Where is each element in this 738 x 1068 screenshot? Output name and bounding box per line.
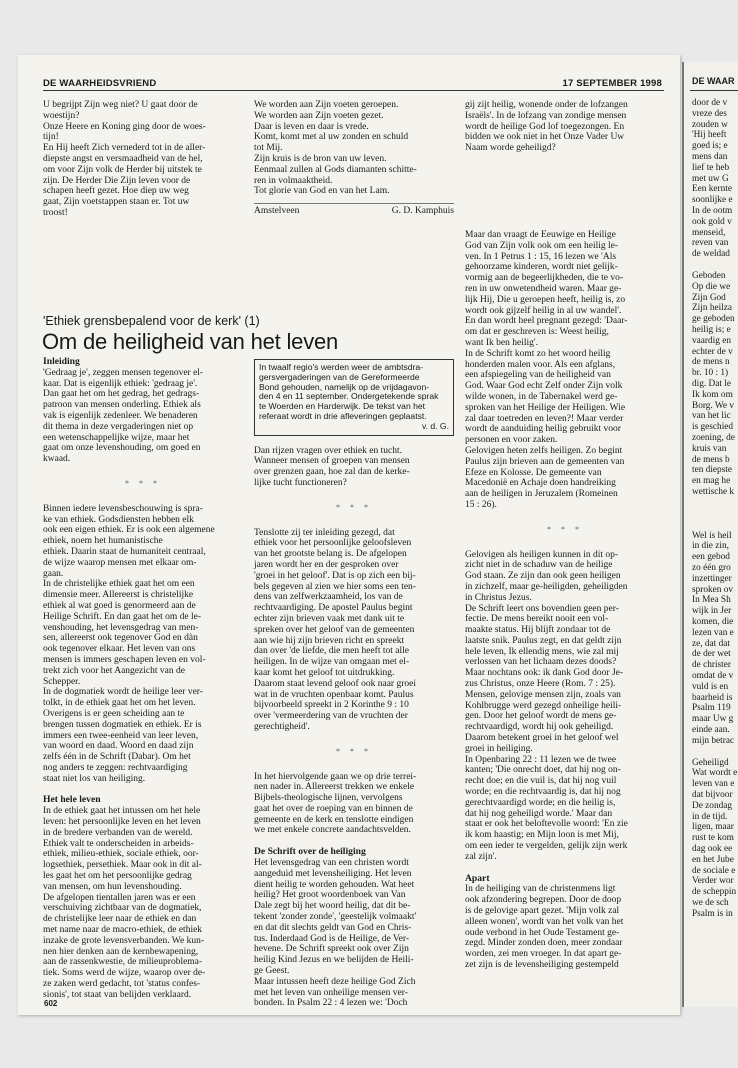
text-line: De Schrift leert ons bovendien geen per- [465,603,619,614]
text-line: sionis', tot staat van belijden verklaard. [43,989,192,1000]
text-line: gaat om onze levenshouding, om goed en [43,443,201,454]
text-line: aangeduid met levensheiliging. Het leven [254,868,412,879]
next-page-edge [682,62,738,1007]
text-line: referaat wordt in drie afleveringen geplaatst. [259,410,427,421]
text-line: soonlijke e [692,195,733,206]
text-line: kwaad. [43,454,71,465]
next-page-column [692,98,738,920]
text-line: 15 : 26). [465,499,497,510]
text-line: Schepper. [43,676,81,687]
section-heading: De Schrift over de heiliging [254,846,366,858]
text-line: Dan rijzen vragen over ethiek en tucht. [254,445,402,456]
text-line: worden, zei men vroeger. In dat apart ge- [465,949,622,960]
spacer [692,509,738,520]
text-line: Gelovigen als heiligen kunnen in dit op- [465,549,619,560]
section-heading: Het hele leven [43,794,101,806]
text-line: komen, die [692,617,734,628]
text-line: Bijbels-theologische lijnen, vervolgens [254,793,403,804]
text-line: dag ook ee [692,844,733,854]
text-line: Onze Heere en Koning ging door de woes- [43,121,206,132]
text-line: van het grootste belang is. De afgelopen [254,549,407,560]
text-line: Overigens is er geen scheiding aan te [43,708,185,719]
text-line: zouden w [692,119,728,130]
article-column-1 [43,357,243,1001]
spacer [465,863,665,874]
text-line: mens dan [692,151,728,162]
article-column-2 [254,359,454,1009]
text-line: vreze des [692,108,727,119]
text-line: Maar intussen heeft deze heilige God Zich [254,976,416,987]
section-heading: Apart [465,872,490,884]
text-line: patroon van mensen onderling. Ethiek als [43,400,201,411]
text-line: omdat de v [692,671,734,682]
text-line: zal zijn'. [465,851,497,862]
newspaper-page [18,55,680,1015]
text-line: ethiek, milieu-ethiek, sociale ethiek, oor- [43,849,199,860]
text-line: ethiek. Daarin staat de humaniteit centraal, [43,546,206,557]
text-line: sproken ov [692,584,734,595]
text-line: ge geboden [692,314,735,325]
section-separator: * * * [336,746,372,756]
text-line: ren in volmaaktheid. [254,175,333,186]
section-separator: * * * [125,478,161,488]
text-line: wijk in Jer [692,606,732,617]
text-line: Wat wordt e [692,768,738,779]
text-line: om voor Zijn volk de Herder bij uitstek te [43,164,202,175]
text-line: in zichzelf, maar ge-heiligden, geheiligden [465,581,628,592]
text-line: Maar nochtans ook: ik dank God door Je- [465,668,624,679]
text-line: ook een eigen ethiek. Er is ook een algemene [43,525,215,536]
text-line: 'Gedraag je', zeggen mensen tegenover el- [43,367,204,378]
text-line: God. Waar God echt Zelf onder Zijn volk [465,381,623,392]
text-line: Geboden [692,270,726,281]
text-line: nen hier denken aan de kernbewapening, [43,946,199,957]
text-line: gen. Door het geloof wordt de mens ge- [465,711,617,722]
text-line: leven van e [692,779,735,790]
text-line: van mensen, om hun levenshouding. [43,881,182,892]
text-line: dient heilig te worden gehouden. Wat heet [254,879,415,890]
text-line: In de heiliging van de christenmens ligt [465,884,616,895]
text-line: inzake de grote levensverbanden. We kun- [43,935,205,946]
text-line: verschuiving zichtbaar van de dogmatiek, [43,903,202,914]
text-line: om dat er geschreven is: Weest heilig, [465,327,609,338]
text-line: rechtvaardiging. De apostel Paulus begint [254,603,413,614]
text-line: kruis van [692,443,727,454]
text-line: Israëls'. In de lofzang van zondige mensen [465,110,627,121]
text-line: heilig? Het groot woordenboek van Van [254,890,406,901]
text-line: we de sch [692,897,729,908]
text-line: menseid, [692,227,726,238]
text-line: ook gold v [692,216,732,227]
text-line: In het hiervolgende gaan we op drie terrei- [254,771,417,782]
text-line: schapen heeft gezet. Hoe diep uw weg [43,186,189,197]
text-line: Ik kom om [692,389,733,400]
text-line: de mens b [692,454,730,465]
text-line: echter zijn brieven vaak met dank uit te [254,613,405,624]
text-line: In Openbaring 22 : 11 lezen we de twee [465,754,617,765]
text-line: bidden we ook niet in het Onze Vader Uw [465,132,625,143]
text-line: ren in uw onwetendheid waren. Maar ge- [465,283,622,294]
text-line: dimensie meer. Allereerst is christelijke [43,590,194,601]
text-line: dan over 'de liefde, die men heeft tot alle [254,646,409,657]
text-line: rust te kom [692,833,734,844]
text-line: wettische k [692,486,735,497]
article-kicker: 'Ethiek grensbepalend voor de kerk' (1) [43,314,260,328]
text-line: de weldad [692,249,730,260]
text-line: ethiek al wat goed is genormeerd aan de [43,600,196,611]
next-page-header: DE WAAR [692,76,735,86]
text-line: personen en voor zaken. [465,435,558,446]
text-line: Bond gehouden, namelijk op de vrijdagavon- [259,381,430,392]
text-line: inzettinger [692,573,732,584]
text-line: vuld is en [692,681,729,692]
text-line: In de dogmatiek wordt de heilige leer ver- [43,687,203,698]
text-line: heilig is; e [692,324,731,335]
text-line: In Mea Sh [692,595,731,606]
text-line: ethiek, noem het humanistische [43,536,163,547]
text-line: en het Jube [692,854,734,865]
text-line: br. 10 : 1) [692,368,729,379]
text-line: We worden aan Zijn voeten geroepen. [254,100,399,110]
text-line: bels gegeven al zien we hier soms een ten- [254,581,416,592]
text-line: ten diepste [692,465,733,476]
text-line: recht doe; en die vuil is, dat hij nog vuil [465,776,617,787]
intro-box [254,359,454,436]
text-line: dat bijvoor [692,790,733,801]
text-line: gij zijt heilig, wonende onder de lofzangen [465,100,628,110]
text-line: zegd. Minder zonden doen, meer zondaar [465,938,623,949]
text-line: in de tijd. [692,811,728,822]
text-line: de mens n [692,357,730,368]
spacer [692,747,738,758]
text-line: einde aan. [692,725,730,736]
text-line: bijvoorbeeld spreekt in 2 Korinthe 9 : 10 [254,700,409,711]
text-line: sproken van het Heilige der Heiligen. Wie [465,402,626,413]
text-line: gaat het over de roeping van en binnen de [254,803,413,814]
text-line: nen nader in. Allereerst trekken we enkele [254,782,415,793]
text-line: kanten; 'Die onrecht doet, dat hij nog on- [465,765,621,776]
column-3-top [465,100,665,154]
poem-author: G. D. Kamphuis [391,206,454,217]
text-line: ze, dat dat [692,638,730,649]
text-line: zijn. De Herder Die Zijn leven voor de [43,175,191,186]
text-line: Kohlbrugge werd gezegd onheilige heili- [465,700,622,711]
text-line: Zijn God [692,292,726,303]
text-line: mensen is immers geschapen leven en vol- [43,654,206,665]
text-line: kaar komt het geloof tot uitdrukking. [254,667,395,678]
text-line: fectie. De mens bereikt nooit een vol- [465,614,609,625]
text-line: In de ethiek gaat het intussen om het hele [43,806,201,817]
masthead-title: DE WAARHEIDSVRIEND [43,78,157,89]
text-line: trekt zich voor het Aangezicht van de [43,665,185,676]
text-line: ke van ethiek. Godsdiensten hebben elk [43,514,194,525]
text-line: oude verbond in het Oude Testament ge- [465,927,620,938]
text-line: en dat dit slechts geldt van God en Chris- [254,922,412,933]
section-separator: * * * [547,524,583,534]
text-line: Zijn kruis is de bron van uw leven. [254,153,387,164]
text-line: En Hij heeft Zich vernederd tot in de aller- [43,143,206,154]
text-line: In de christelijke ethiek gaat het om een [43,579,195,590]
text-line: Wel is heil [692,530,732,541]
text-line: tolkt, in de ethiek gaat het om het leven. [43,698,196,709]
text-line: spreken over het geloof van de gemeenten [254,624,415,635]
text-line: Verder wor [692,876,734,887]
text-line: is de gelovige apart gezet. 'Mijn volk zal [465,906,620,917]
text-line: gerechtvaardigd worde; en die heilig is, [465,797,616,808]
text-line: want Ik ben heilig'. [465,337,538,348]
text-line: Maar dan vraagt de Eeuwige en Heilige [465,230,616,240]
text-line: immers een twee-eenheid van leer leven, [43,730,199,741]
text-line: en mag he [692,476,731,487]
text-line: met name naar de macro-ethiek, de ethiek [43,925,203,936]
text-line: zoening, de [692,432,735,443]
text-line: in de bredere verbanden van de wereld. [43,827,193,838]
text-line: hele leven, Ik ellendig mens, wie zal mij [465,646,619,657]
text-line: is geschied [692,422,734,433]
text-line: ook tegenover elkaar. Het leven van ons [43,644,196,655]
text-line: wordt ook gijzelf heilig in al uw wandel'. [465,305,622,316]
text-line: dit thema in deze vergaderingen niet op [43,421,194,432]
article-column-3 [465,230,665,971]
header-rule [43,90,664,91]
text-line: den 4 en 11 september. Ondergetekende sprak [259,391,439,402]
text-line: over grenzen gaan, hoe zal dan de kerke- [254,467,410,478]
text-line: Ethiek valt te onderscheiden in arbeids- [43,838,194,849]
text-line: baarheid is [692,692,733,703]
poem-place: Amstelveen [254,206,300,217]
text-line: Dale zegt bij het woord heilig, dat dit be- [254,901,411,912]
text-line: woestijn? [43,110,80,121]
text-line: te Woerden en Harderwijk. De tekst van het [259,401,426,412]
page-number: 602 [44,999,58,1008]
text-line: logsethiek, persethiek. Maar ook in dit al- [43,860,202,871]
text-line: om een ieder te vergelden, gelijk zijn werk [465,841,628,852]
text-line: ligen, maar [692,822,734,833]
text-line: gaan. [43,568,64,579]
text-line: in die zin, [692,541,729,552]
text-line: van het lic [692,411,731,422]
text-line: God van Zijn volk ook om een heilig le- [465,240,619,251]
text-line: wilde wonen, in de Tabernakel werd ge- [465,391,618,402]
text-line: Een kernte [692,184,733,195]
text-line: staat niet los van heiliging. [43,773,146,784]
text-line: kaar. Dat is eigenlijk ethiek: 'gedraag je'. [43,378,198,389]
text-line: de scheppin [692,887,737,898]
text-line: gaat, Zijn voetstappen staan er. Tot uw [43,197,190,208]
text-line: wordt de heilige God lof toegezongen. En [465,121,625,132]
text-line: in Christus Jezus. [465,592,532,603]
text-line: een afspiegeling van de heiligheid van [465,370,611,381]
poem-column-1 [43,100,243,219]
text-line: vaardig en [692,335,731,346]
text-line: diepste angst en versmaadheid van de hel, [43,153,203,164]
poem-signature [254,203,454,217]
text-line: heilig Kind Jezus en we belijden de Heili- [254,955,414,966]
text-line: lijke tucht functioneren? [254,477,347,488]
text-line: les gaat het om het persoonlijke gedrag [43,871,192,882]
text-line: lijk Hij, Die u geroepen heeft, heilig is, zo [465,294,626,305]
text-line: Borg. We v [692,400,735,411]
text-line: De afgelopen tientallen jaren was er een [43,892,196,903]
text-line: Binnen iedere levensbeschouwing is spra- [43,503,203,514]
text-line: zet zijn is de levensheiliging gestempeld [465,960,619,970]
text-line: echter de v [692,346,733,357]
text-line: Zijn heilza [692,303,733,314]
text-line: In de ootm [692,205,733,216]
text-line: God staan. Ze zijn dan ook geen heiligen [465,571,621,582]
text-line: staat er ook het beloftevolle woord: 'En zie [465,819,628,830]
text-line: brengen tussen dogmatiek en ethiek. Er is [43,719,202,730]
text-line: Efeze en Kolosse. De gemeente van [465,467,602,478]
text-line: Daar is leven en daar is vrede. [254,121,369,132]
text-line: ge Geest. [254,966,290,977]
text-line: wordt de aanduiding heilig gebruikt voor [465,424,621,435]
text-line: aan wie hij zijn brieven richt en spreekt [254,635,405,646]
text-line: Naam worde geheiligd? [465,143,556,154]
text-line: gerechtigheid'. [254,721,310,732]
text-line: dens van zelfwerkzaamheid, los van de [254,592,403,603]
text-line: ik kom haastig; en Mijn loon is met Mij, [465,830,619,841]
text-line: lezen van e [692,627,734,638]
text-line: Psalm 119 [692,703,731,714]
text-line: ze zaken werd gedacht, tot 'status confes- [43,979,201,990]
text-line: alleen wonen', wordt van het volk van het [465,916,624,927]
text-line: Wanneer mensen of groepen van mensen [254,456,410,467]
text-line: de christelijke leer naar de ethiek en dan [43,914,197,925]
text-line: maakte status. Hij blijft zondaar tot de [465,625,611,636]
text-line: wat in de vruchten openbaar komt. Paulus [254,689,414,700]
text-line: tot Mij. [254,143,283,154]
text-line: ethiek voor het persoonlijke geloofsleven [254,538,412,549]
intro-box-signature: v. d. G. [421,420,449,431]
text-line: sen, allereerst ook tegenover God en dàn [43,633,198,644]
text-line: troost! [43,207,68,218]
text-line: leven: het persoonlijke leven en het leven [43,817,201,828]
text-line: Paulus zijn brieven aan de gemeenten van [465,456,625,467]
text-line: We worden aan Zijn voeten gezet. [254,110,384,121]
text-line: de der wet [692,649,731,660]
text-line: aan de heiligen in Jeruzalem (Romeinen [465,489,618,500]
text-line: U begrijpt Zijn weg niet? U gaat door de [43,100,198,110]
text-line: zelfs één in de Schrift (Dabar). Om het [43,752,191,763]
text-line: over 'vermeerdering van de vruchten der [254,711,408,722]
text-line: Komt, komt met al uw zonden en schuld [254,132,409,143]
text-line: venshouding, het levensgedrag van men- [43,622,199,633]
text-line: dat hij nog geheiligd worde.' Maar dan [465,808,613,819]
text-line: Gelovigen heten zelfs heiligen. Zo begint [465,445,623,456]
text-line: laatste snik. Paulus zegt, en dat geldt zijn [465,635,622,646]
text-line: Dan gaat het om het gedrag, het gedrags- [43,389,200,400]
text-line: aan de rassenkwestie, de milieuproblema- [43,957,203,968]
text-line: In twaalf regio's werden weer de ambtsdra- [259,362,424,372]
text-line: Macedonië en Achaje doen handreiking [465,478,616,489]
text-line: de christer [692,660,731,671]
article-headline: Om de heiligheid van het leven [42,329,339,354]
text-line: reven van [692,238,729,249]
text-line: goed is; e [692,141,728,152]
text-line: nog anders te zeggen: rechtvaardiging [43,762,188,773]
section-separator: * * * [336,502,372,512]
text-line: Psalm is in [692,908,733,919]
text-line: worde; en die rechtvaardig is, dat hij nog [465,787,621,798]
issue-date: 17 SEPTEMBER 1998 [562,78,662,89]
text-line: gersvergaderingen van de Gereformeerde [259,371,420,382]
text-line: tiek. Soms werd de wijze, waarop over de- [43,968,206,979]
text-line: de sociale e [692,865,736,876]
text-line: 'groei in het geloof'. Dat is op zich een bij- [254,570,416,581]
text-line: bonden. In Psalm 22 : 4 lezen we: 'Doch [254,998,408,1009]
text-line: hevene. De Schrift spreekt ook over Zijn [254,944,409,955]
spacer [692,520,738,531]
text-line: vak is eigenlijk zedenleer. We benaderen [43,410,198,421]
next-page-rule [690,90,738,91]
text-line: groei in heiliging. [465,743,533,754]
text-line: honderden malen voor. Als een afglans, [465,359,616,370]
text-line: En dan wordt heel pregnant gezegd: 'Daar- [465,316,628,327]
text-line: door de v [692,98,728,108]
section-heading: Inleiding [43,356,80,367]
text-line: In de Schrift komt zo het woord heilig [465,348,611,359]
text-line: dig. Dat le [692,378,731,389]
text-line: tus. Inderdaad God is de Heilige, de Ver- [254,933,410,944]
text-line: maar Uw g [692,714,734,725]
text-line: gemeente en de kerk en tenslotte eindigen [254,814,414,825]
text-line: een wetenschappelijke wijze, maar het [43,432,190,443]
text-line: Op die we [692,281,731,292]
text-line: rechtvaardigd, wordt hij ook geheiligd. [465,722,614,733]
text-line: vormig aan de begeerlijkheden, die te vo- [465,273,624,284]
text-line: tijn! [43,132,59,143]
text-line: Daarom staat levend geloof ook naar groei [254,678,416,689]
text-line: Mensen, gelovige mensen zijn, zoals van [465,689,621,700]
text-line: lief te heb [692,162,730,173]
spacer [692,498,738,509]
text-line: ven. In 1 Petrus 1 : 15, 16 lezen we 'Als [465,251,617,262]
text-line: mijn betrac [692,735,735,746]
text-line: met uw G [692,173,729,184]
text-line: zal daar toetreden en leven?! Maar verder [465,413,624,424]
poem-column-2 [254,100,454,217]
text-line: van woord en daad. Woord en daad zijn [43,741,194,752]
text-line: heiligen. In de wijze van omgaan met el- [254,657,410,668]
text-line: ook afzondering begrepen. Door de doop [465,895,622,906]
text-line: de wijze waarop mensen met elkaar om- [43,557,197,568]
text-line: Geheiligd [692,757,729,768]
text-line: zicht niet in de schaduw van de heilige [465,560,613,571]
text-line: Tenslotte zij ter inleiding gezegd, dat [254,527,395,538]
text-line: zus Christus, onze Heere (Rom. 7 : 25). [465,679,616,690]
text-line: we met enkele concrete aandachtsvelden. [254,825,411,836]
text-line: Heilige Schrift. En dan gaat het om de le- [43,611,202,622]
text-line: Tot glorie van God en van het Lam. [254,186,390,197]
text-line: met het leven van onheilige mensen ver- [254,987,408,998]
text-line: Eenmaal zullen al Gods diamanten schitte- [254,164,417,175]
text-line: tekent 'zonder zonde', 'geestelijk volmaakt' [254,912,417,923]
text-line: Daarom betekent groei in het geloof wel [465,733,619,744]
text-line: verlossen van het lichaam dezes doods? [465,657,617,668]
spacer [692,260,738,271]
text-line: gehoorzame kinderen, wordt niet gelijk- [465,262,618,273]
text-line: een gebod [692,552,730,563]
text-line: 'Hij heeft [692,130,727,141]
text-line: zo één gro [692,563,731,574]
text-line: jaren wordt her en der gesproken over [254,559,399,570]
text-line: De zondag [692,800,733,811]
text-line: Het levensgedrag van een christen wordt [254,858,409,869]
